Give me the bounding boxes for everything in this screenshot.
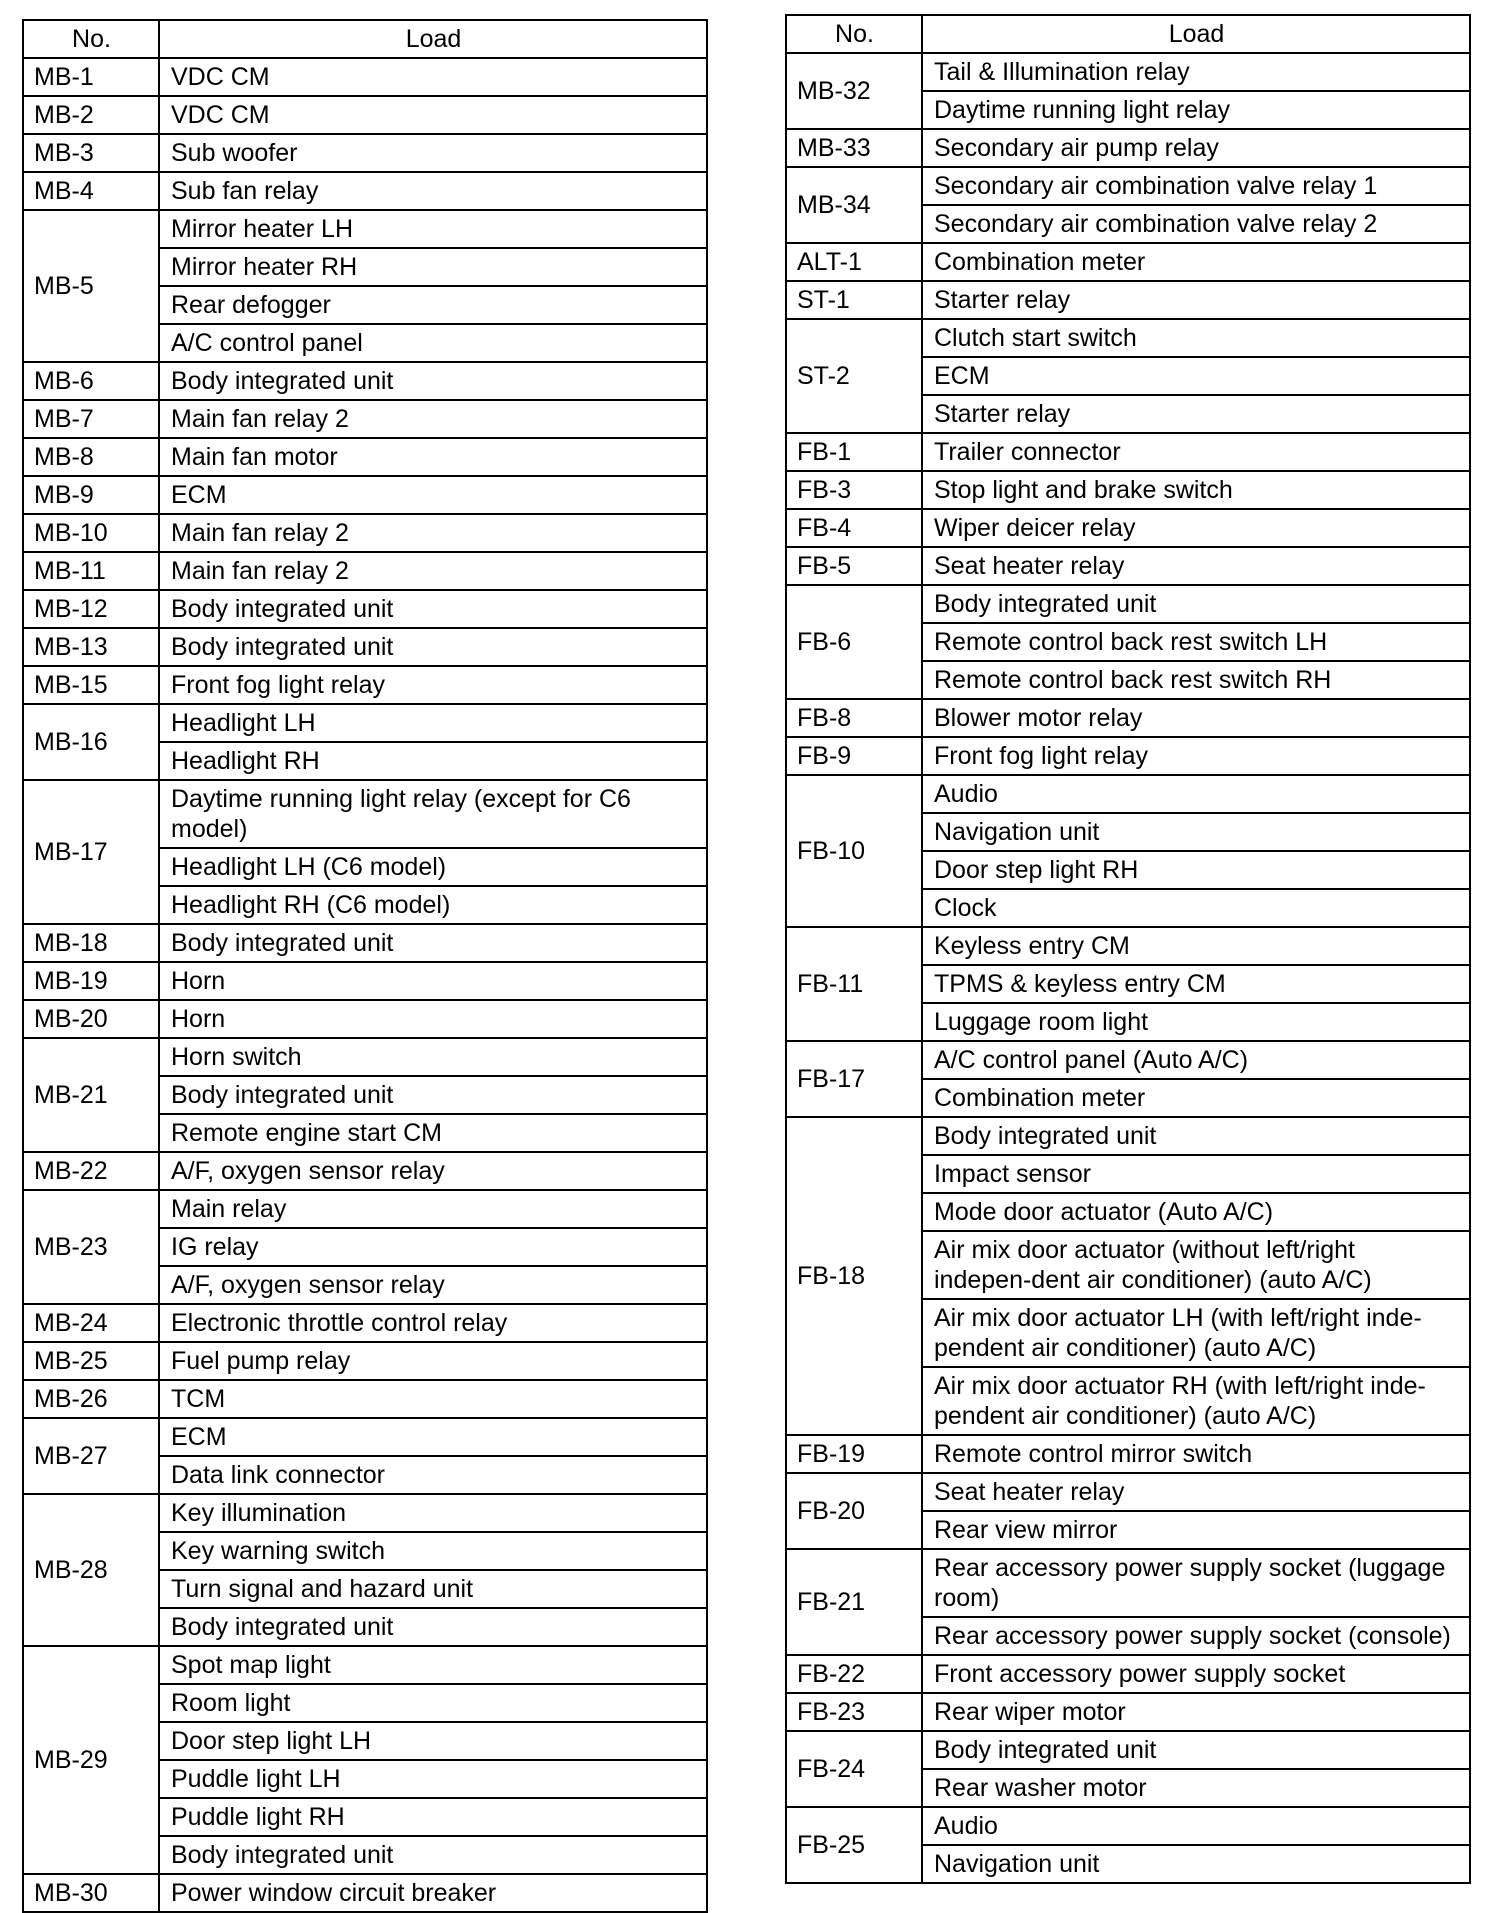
- load-cell: Body integrated unit: [159, 590, 707, 628]
- load-cell: A/F, oxygen sensor relay: [159, 1152, 707, 1190]
- column-header-load: Load: [922, 15, 1470, 53]
- table-row: [786, 699, 1470, 737]
- load-cell: Horn: [159, 962, 707, 1000]
- load-cell: Daytime running light relay (except for C6 model): [159, 780, 707, 848]
- column-header-no: No.: [786, 15, 922, 53]
- table-row: [23, 1342, 707, 1380]
- fuse-number-cell: MB-29: [23, 1646, 159, 1874]
- table-row: [23, 1038, 707, 1076]
- load-cell: Body integrated unit: [922, 1731, 1470, 1769]
- load-cell: ECM: [159, 1418, 707, 1456]
- table-row: [23, 1494, 707, 1532]
- fuse-number-cell: FB-20: [786, 1473, 922, 1549]
- load-cell: Secondary air combination valve relay 1: [922, 167, 1470, 205]
- fuse-number-cell: MB-26: [23, 1380, 159, 1418]
- table-row: [23, 1304, 707, 1342]
- table-row: [23, 400, 707, 438]
- load-cell: Headlight RH: [159, 742, 707, 780]
- load-cell: Tail & Illumination relay: [922, 53, 1470, 91]
- load-cell: Mirror heater LH: [159, 210, 707, 248]
- fuse-number-cell: FB-21: [786, 1549, 922, 1655]
- table-row: [23, 1380, 707, 1418]
- load-cell: Door step light RH: [922, 851, 1470, 889]
- table-row: [23, 1646, 707, 1684]
- fuse-number-cell: MB-7: [23, 400, 159, 438]
- load-cell: Air mix door actuator RH (with left/right inde-pendent air conditioner) (auto A/C): [922, 1367, 1470, 1435]
- fuse-number-cell: FB-17: [786, 1041, 922, 1117]
- load-cell: Air mix door actuator LH (with left/right inde-pendent air conditioner) (auto A/C): [922, 1299, 1470, 1367]
- load-cell: Horn: [159, 1000, 707, 1038]
- load-cell: Headlight LH (C6 model): [159, 848, 707, 886]
- fuse-number-cell: MB-23: [23, 1190, 159, 1304]
- table-row: [786, 243, 1470, 281]
- load-cell: Combination meter: [922, 243, 1470, 281]
- table-row: [23, 134, 707, 172]
- fuse-number-cell: MB-10: [23, 514, 159, 552]
- fuse-number-cell: MB-1: [23, 58, 159, 96]
- load-cell: Horn switch: [159, 1038, 707, 1076]
- fuse-table-left-body: [23, 58, 707, 1912]
- table-header-row: [786, 15, 1470, 53]
- load-cell: Electronic throttle control relay: [159, 1304, 707, 1342]
- table-row: [786, 927, 1470, 965]
- table-row: [786, 1549, 1470, 1617]
- table-row: [23, 438, 707, 476]
- fuse-table-right-body: [786, 53, 1470, 1883]
- load-cell: Door step light LH: [159, 1722, 707, 1760]
- fuse-number-cell: MB-3: [23, 134, 159, 172]
- fuse-number-cell: FB-8: [786, 699, 922, 737]
- load-cell: Starter relay: [922, 395, 1470, 433]
- load-cell: Blower motor relay: [922, 699, 1470, 737]
- load-cell: Trailer connector: [922, 433, 1470, 471]
- fuse-number-cell: FB-11: [786, 927, 922, 1041]
- load-cell: Turn signal and hazard unit: [159, 1570, 707, 1608]
- load-cell: Front accessory power supply socket: [922, 1655, 1470, 1693]
- fuse-number-cell: MB-19: [23, 962, 159, 1000]
- load-cell: Body integrated unit: [159, 628, 707, 666]
- load-cell: Puddle light RH: [159, 1798, 707, 1836]
- table-row: [786, 1473, 1470, 1511]
- load-cell: TCM: [159, 1380, 707, 1418]
- table-row: [786, 433, 1470, 471]
- table-row: [23, 1000, 707, 1038]
- load-cell: Fuel pump relay: [159, 1342, 707, 1380]
- load-cell: Seat heater relay: [922, 547, 1470, 585]
- table-row: [786, 1435, 1470, 1473]
- table-row: [786, 129, 1470, 167]
- load-cell: Sub fan relay: [159, 172, 707, 210]
- table-row: [786, 1041, 1470, 1079]
- load-cell: Remote control back rest switch RH: [922, 661, 1470, 699]
- load-cell: Remote control back rest switch LH: [922, 623, 1470, 661]
- load-cell: A/C control panel: [159, 324, 707, 362]
- load-cell: Main relay: [159, 1190, 707, 1228]
- load-cell: Main fan relay 2: [159, 400, 707, 438]
- load-cell: Puddle light LH: [159, 1760, 707, 1798]
- load-cell: Clutch start switch: [922, 319, 1470, 357]
- fuse-number-cell: MB-8: [23, 438, 159, 476]
- fuse-number-cell: FB-24: [786, 1731, 922, 1807]
- load-cell: Impact sensor: [922, 1155, 1470, 1193]
- load-cell: Front fog light relay: [922, 737, 1470, 775]
- fuse-number-cell: FB-23: [786, 1693, 922, 1731]
- fuse-number-cell: ALT-1: [786, 243, 922, 281]
- load-cell: Seat heater relay: [922, 1473, 1470, 1511]
- load-cell: A/C control panel (Auto A/C): [922, 1041, 1470, 1079]
- fuse-number-cell: MB-13: [23, 628, 159, 666]
- fuse-number-cell: FB-22: [786, 1655, 922, 1693]
- load-cell: VDC CM: [159, 96, 707, 134]
- fuse-number-cell: FB-10: [786, 775, 922, 927]
- table-row: [786, 1655, 1470, 1693]
- load-cell: Spot map light: [159, 1646, 707, 1684]
- table-row: [786, 1731, 1470, 1769]
- load-cell: Body integrated unit: [159, 924, 707, 962]
- table-row: [23, 552, 707, 590]
- load-cell: Body integrated unit: [922, 585, 1470, 623]
- fuse-number-cell: ST-2: [786, 319, 922, 433]
- table-row: [23, 172, 707, 210]
- table-row: [786, 53, 1470, 91]
- fuse-number-cell: FB-1: [786, 433, 922, 471]
- fuse-number-cell: MB-30: [23, 1874, 159, 1912]
- load-cell: Main fan motor: [159, 438, 707, 476]
- fuse-number-cell: ST-1: [786, 281, 922, 319]
- fuse-number-cell: FB-6: [786, 585, 922, 699]
- fuse-number-cell: MB-25: [23, 1342, 159, 1380]
- table-header-row: [23, 20, 707, 58]
- load-cell: Body integrated unit: [159, 362, 707, 400]
- table-row: [23, 704, 707, 742]
- load-cell: Remote control mirror switch: [922, 1435, 1470, 1473]
- load-cell: Power window circuit breaker: [159, 1874, 707, 1912]
- fuse-number-cell: MB-6: [23, 362, 159, 400]
- load-cell: TPMS & keyless entry CM: [922, 965, 1470, 1003]
- table-row: [23, 362, 707, 400]
- load-cell: Headlight RH (C6 model): [159, 886, 707, 924]
- load-cell: Body integrated unit: [159, 1836, 707, 1874]
- fuse-number-cell: MB-18: [23, 924, 159, 962]
- load-cell: IG relay: [159, 1228, 707, 1266]
- fuse-number-cell: FB-5: [786, 547, 922, 585]
- load-cell: Rear accessory power supply socket (console): [922, 1617, 1470, 1655]
- table-row: [786, 1117, 1470, 1155]
- fuse-number-cell: MB-16: [23, 704, 159, 780]
- table-row: [786, 1807, 1470, 1845]
- load-cell: Secondary air combination valve relay 2: [922, 205, 1470, 243]
- fuse-number-cell: FB-18: [786, 1117, 922, 1435]
- table-row: [786, 471, 1470, 509]
- fuse-number-cell: FB-3: [786, 471, 922, 509]
- fuse-number-cell: FB-9: [786, 737, 922, 775]
- fuse-number-cell: MB-21: [23, 1038, 159, 1152]
- load-cell: Rear view mirror: [922, 1511, 1470, 1549]
- load-cell: Starter relay: [922, 281, 1470, 319]
- load-cell: Navigation unit: [922, 813, 1470, 851]
- load-cell: ECM: [922, 357, 1470, 395]
- load-cell: A/F, oxygen sensor relay: [159, 1266, 707, 1304]
- fuse-number-cell: MB-9: [23, 476, 159, 514]
- load-cell: Clock: [922, 889, 1470, 927]
- table-row: [23, 1874, 707, 1912]
- fuse-table-right: [785, 14, 1471, 1884]
- table-row: [786, 509, 1470, 547]
- fuse-number-cell: MB-12: [23, 590, 159, 628]
- load-cell: Front fog light relay: [159, 666, 707, 704]
- table-row: [786, 547, 1470, 585]
- table-row: [23, 1152, 707, 1190]
- table-row: [786, 737, 1470, 775]
- fuse-number-cell: FB-25: [786, 1807, 922, 1883]
- table-row: [23, 590, 707, 628]
- load-cell: Main fan relay 2: [159, 552, 707, 590]
- table-row: [786, 1693, 1470, 1731]
- table-row: [23, 666, 707, 704]
- column-header-no: No.: [23, 20, 159, 58]
- table-row: [23, 58, 707, 96]
- load-cell: Body integrated unit: [922, 1117, 1470, 1155]
- fuse-number-cell: MB-17: [23, 780, 159, 924]
- table-row: [786, 167, 1470, 205]
- fuse-number-cell: FB-19: [786, 1435, 922, 1473]
- fuse-number-cell: MB-27: [23, 1418, 159, 1494]
- load-cell: Data link connector: [159, 1456, 707, 1494]
- fuse-number-cell: MB-15: [23, 666, 159, 704]
- load-cell: Combination meter: [922, 1079, 1470, 1117]
- fuse-table-left: [22, 19, 708, 1913]
- table-row: [23, 780, 707, 848]
- load-cell: Sub woofer: [159, 134, 707, 172]
- table-row: [23, 628, 707, 666]
- table-row: [23, 962, 707, 1000]
- fuse-number-cell: MB-34: [786, 167, 922, 243]
- table-row: [786, 585, 1470, 623]
- fuse-number-cell: FB-4: [786, 509, 922, 547]
- load-cell: Wiper deicer relay: [922, 509, 1470, 547]
- table-row: [786, 281, 1470, 319]
- fuse-number-cell: MB-22: [23, 1152, 159, 1190]
- load-cell: Rear washer motor: [922, 1769, 1470, 1807]
- load-cell: Mode door actuator (Auto A/C): [922, 1193, 1470, 1231]
- fuse-number-cell: MB-32: [786, 53, 922, 129]
- load-cell: VDC CM: [159, 58, 707, 96]
- table-row: [23, 476, 707, 514]
- load-cell: Daytime running light relay: [922, 91, 1470, 129]
- load-cell: Audio: [922, 775, 1470, 813]
- column-header-load: Load: [159, 20, 707, 58]
- load-cell: Room light: [159, 1684, 707, 1722]
- load-cell: Navigation unit: [922, 1845, 1470, 1883]
- load-cell: Air mix door actuator (without left/right indepen-dent air conditioner) (auto A/C): [922, 1231, 1470, 1299]
- load-cell: Main fan relay 2: [159, 514, 707, 552]
- fuse-number-cell: MB-20: [23, 1000, 159, 1038]
- fuse-number-cell: MB-11: [23, 552, 159, 590]
- fuse-number-cell: MB-2: [23, 96, 159, 134]
- load-cell: Rear wiper motor: [922, 1693, 1470, 1731]
- table-row: [23, 924, 707, 962]
- load-cell: ECM: [159, 476, 707, 514]
- load-cell: Mirror heater RH: [159, 248, 707, 286]
- fuse-number-cell: MB-28: [23, 1494, 159, 1646]
- table-row: [23, 1190, 707, 1228]
- fuse-number-cell: MB-33: [786, 129, 922, 167]
- load-cell: Luggage room light: [922, 1003, 1470, 1041]
- fuse-number-cell: MB-24: [23, 1304, 159, 1342]
- load-cell: Secondary air pump relay: [922, 129, 1470, 167]
- load-cell: Key warning switch: [159, 1532, 707, 1570]
- table-row: [23, 514, 707, 552]
- load-cell: Headlight LH: [159, 704, 707, 742]
- table-row: [23, 210, 707, 248]
- load-cell: Remote engine start CM: [159, 1114, 707, 1152]
- table-row: [786, 319, 1470, 357]
- load-cell: Key illumination: [159, 1494, 707, 1532]
- fuse-number-cell: MB-5: [23, 210, 159, 362]
- load-cell: Audio: [922, 1807, 1470, 1845]
- load-cell: Rear accessory power supply socket (luggage room): [922, 1549, 1470, 1617]
- load-cell: Body integrated unit: [159, 1076, 707, 1114]
- load-cell: Stop light and brake switch: [922, 471, 1470, 509]
- fuse-number-cell: MB-4: [23, 172, 159, 210]
- table-row: [23, 96, 707, 134]
- table-row: [23, 1418, 707, 1456]
- load-cell: Body integrated unit: [159, 1608, 707, 1646]
- load-cell: Keyless entry CM: [922, 927, 1470, 965]
- table-row: [786, 775, 1470, 813]
- load-cell: Rear defogger: [159, 286, 707, 324]
